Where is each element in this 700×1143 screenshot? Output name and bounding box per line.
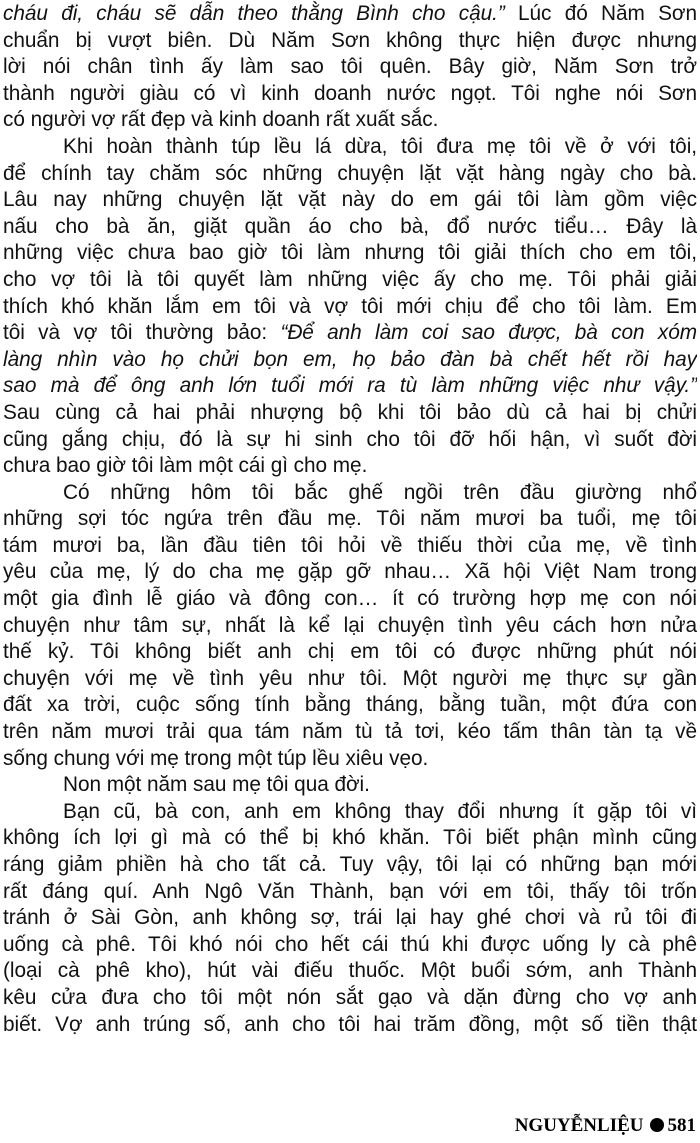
text-line: cháu đi, cháu sẽ dẫn theo thằng Bình cho cậu.” Lúc đó Năm Sơn xyxy=(3,2,697,25)
text-line: kêu cửa đưa cho tôi một nón sắt gạo và dặn đừng cho vợ anh xyxy=(3,985,697,1009)
text-line: yêu của mẹ, lý do cha mẹ gặp gỡ nhau… Xã hội Việt Nam trong xyxy=(3,560,697,584)
paragraph-start: Non một năm sau mẹ tôi qua đời. xyxy=(63,773,370,797)
paragraph-start: Có những hôm tôi bắc ghế ngồi trên đầu giường nhổ xyxy=(63,480,697,504)
text-line: thế kỷ. Tôi không biết anh chị em tôi có được những phút nói xyxy=(3,640,697,664)
text-line: không ích lợi gì mà có thể bị khó khăn. Tôi biết phận mình cũng xyxy=(3,826,697,850)
text-line: có người vợ rất đẹp và kinh doanh rất xuất sắc. xyxy=(3,108,439,132)
text-line: sống chung với mẹ trong một túp lều xiêu vẹo. xyxy=(3,746,429,770)
text-line: uống cà phê. Tôi khó nói cho hết cái thú khi được uống ly cà phê xyxy=(3,932,697,956)
text-line: những sợi tóc ngứa trên đầu mẹ. Tôi năm mươi ba tuổi, mẹ tôi xyxy=(3,507,697,531)
text-line: cũng gắng chịu, đó là sự hi sinh cho tôi đỡ hối hận, vì suốt đời xyxy=(3,427,697,451)
text-line: chuyện với mẹ về tình yêu như tôi. Một người mẹ thực sự gần xyxy=(3,666,697,690)
text-line: chuyện như tâm sự, nhất là kể lại chuyện tình yêu cách hơn nửa xyxy=(3,613,697,637)
author-name: NGUYỄNLIỆU xyxy=(514,1115,644,1136)
body-text xyxy=(3,1,697,1038)
text-line: rất đáng quí. Anh Ngô Văn Thành, bạn với em tôi, thấy tôi trốn xyxy=(3,879,697,903)
text-line: một gia đình lễ giáo và đông con… ít có trường hợp mẹ con nói xyxy=(3,587,697,611)
paragraph-start: Khi hoàn thành túp lều lá dừa, tôi đưa mẹ tôi về ở với tôi, xyxy=(63,134,697,158)
text-line: lời nói chân tình ấy làm sao tôi quên. Bây giờ, Năm Sơn trở xyxy=(3,55,697,79)
text-line: (loại cà phê kho), hút vài điếu thuốc. Một buổi sớm, anh Thành xyxy=(3,959,697,983)
text-line: trên năm mươi trải qua tám năm tù tả tơi, kéo tấm thân tàn tạ về xyxy=(3,720,697,744)
page-footer xyxy=(515,1114,696,1138)
text-line: đất xa trời, cuộc sống tính bằng tháng, bằng tuần, một đứa con xyxy=(3,693,697,717)
text-line: tôi và vợ tôi thường bảo: “Để anh làm coi sao được, bà con xóm xyxy=(3,321,697,345)
text-line: nấu cho bà ăn, giặt quần áo cho bà, đổ nước tiểu… Đây là xyxy=(3,214,697,238)
text-line: cho vợ tôi là tôi quyết làm những việc ấy cho mẹ. Tôi phải giải xyxy=(3,267,697,291)
bullet-dot-icon xyxy=(650,1118,664,1132)
text-line: chưa bao giờ tôi làm một cái gì cho mẹ. xyxy=(3,454,368,478)
text-line: tám mươi ba, lần đầu tiên tôi hỏi về thiếu thời của mẹ, về tình xyxy=(3,533,697,557)
quote-line: sao mà để ông anh lớn tuổi mới ra tù làm những việc như vậy.” xyxy=(3,374,697,398)
text-line: những việc chưa bao giờ tôi làm nhưng tôi giải thích cho em tôi, xyxy=(3,241,697,265)
page-number: 581 xyxy=(667,1115,696,1136)
text-line: Sau cùng cả hai phải nhượng bộ khi tôi bảo dù cả hai bị chửi xyxy=(3,400,697,424)
text-line: thành người giàu có vì kinh doanh nước ngọt. Tôi nghe nói Sơn xyxy=(3,81,697,105)
paragraph-start: Bạn cũ, bà con, anh em không thay đổi nhưng ít gặp tôi vì xyxy=(63,799,697,823)
text-line: tránh ở Sài Gòn, anh không sợ, trái lại hay ghé chơi và rủ tôi đi xyxy=(3,906,697,930)
text-line: chuẩn bị vượt biên. Dù Năm Sơn không thực hiện được nhưng xyxy=(3,28,697,52)
text-line: biết. Vợ anh trúng số, anh cho tôi hai trăm đồng, một số tiền thật xyxy=(3,1012,697,1036)
text-line: thích khó khăn lắm em tôi và vợ tôi mới chịu để cho tôi làm. Em xyxy=(3,294,697,318)
quote-line: làng nhìn vào họ chửi bọn em, họ bảo đàn bà chết hết rồi hay xyxy=(3,347,697,371)
text-line: ráng giảm phiền hà cho tất cả. Tuy vậy, tôi lại có những bạn mới xyxy=(3,853,697,876)
text-line: để chính tay chăm sóc những chuyện lặt vặt hàng ngày cho bà. xyxy=(3,161,697,185)
text-line: Lâu nay những chuyện lặt vặt này do em gái tôi làm gồm việc xyxy=(3,188,697,212)
